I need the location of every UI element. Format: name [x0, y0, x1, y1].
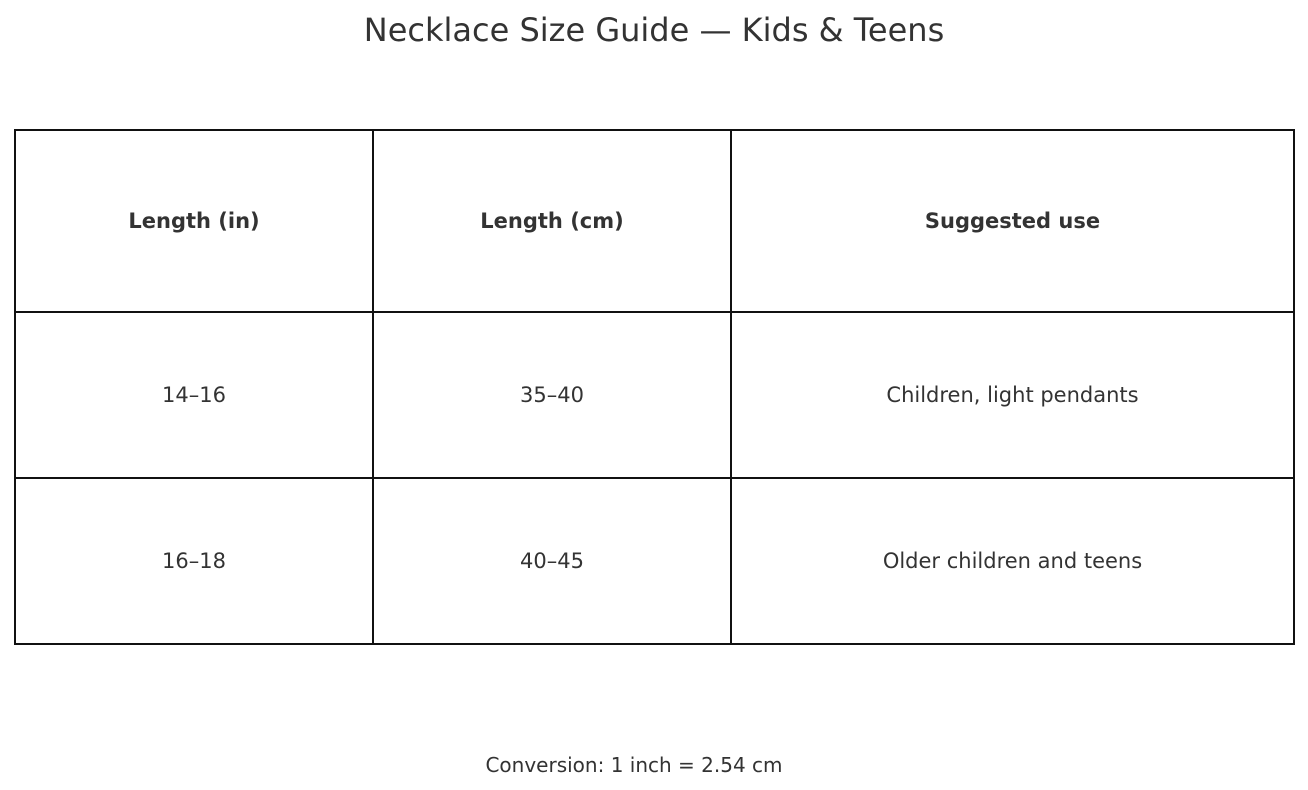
- table-row: [15, 478, 1294, 644]
- table-header-row: [15, 130, 1294, 312]
- cell-suggested-use: Children, light pendants: [731, 312, 1294, 478]
- page-title: Necklace Size Guide — Kids & Teens: [363, 11, 945, 49]
- cell-length-cm: 40–45: [373, 478, 731, 644]
- cell-length-in: 16–18: [15, 478, 373, 644]
- header-length-in: Length (in): [15, 130, 373, 312]
- size-guide-table: [14, 129, 1295, 645]
- cell-length-cm: 35–40: [373, 312, 731, 478]
- cell-length-in: 14–16: [15, 312, 373, 478]
- table-row: [15, 312, 1294, 478]
- header-suggested-use: Suggested use: [731, 130, 1294, 312]
- conversion-note: Conversion: 1 inch = 2.54 cm: [485, 753, 783, 777]
- cell-suggested-use: Older children and teens: [731, 478, 1294, 644]
- header-length-cm: Length (cm): [373, 130, 731, 312]
